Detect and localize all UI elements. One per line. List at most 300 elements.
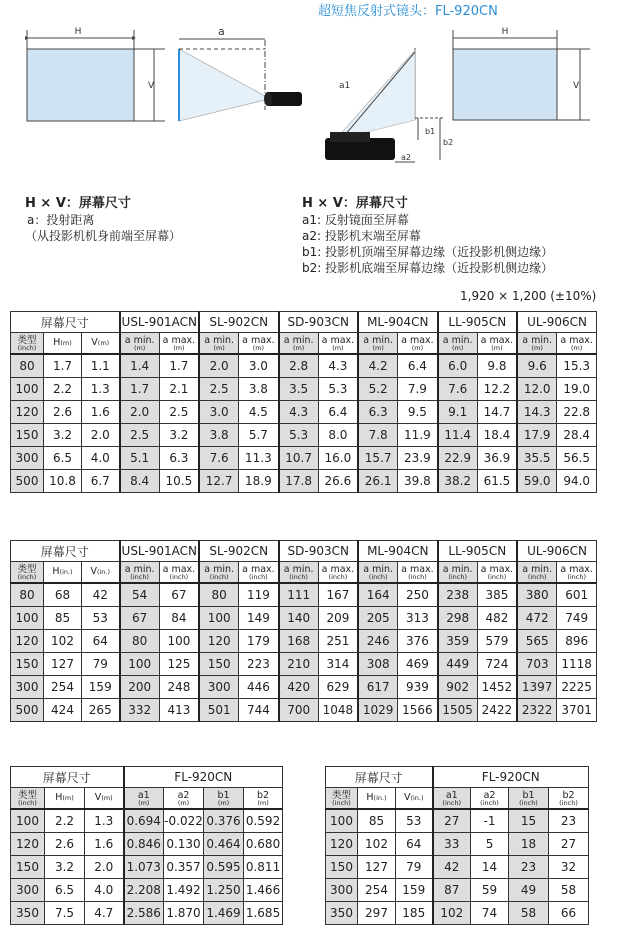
value-cell: 238: [438, 583, 478, 607]
col-unit: (m): [570, 343, 583, 352]
col-label: a2: [177, 789, 190, 801]
value-cell: 14.7: [477, 401, 517, 424]
value-cell: 74: [471, 902, 509, 925]
col-header: [244, 788, 283, 810]
screen-size-header: 屏幕尺寸: [11, 312, 120, 333]
value-cell: 58: [509, 902, 549, 925]
value-cell: 33: [433, 833, 471, 856]
h-cell: 85: [44, 607, 82, 630]
value-cell: 3.0: [239, 354, 279, 378]
col-unit: (m): [292, 343, 305, 352]
value-cell: 469: [398, 653, 438, 676]
value-cell: 0.464: [204, 833, 244, 856]
col-unit: (inch): [408, 572, 427, 581]
value-cell: 0.595: [204, 856, 244, 879]
value-cell: 300: [199, 676, 239, 699]
col-unit: (m): [257, 798, 269, 807]
value-cell: 23: [509, 856, 549, 879]
type-cell: 100: [11, 809, 45, 833]
amin-header: [199, 562, 239, 584]
value-cell: 332: [120, 699, 160, 722]
col-unit: (inch): [17, 343, 37, 352]
value-cell: 18.4: [477, 424, 517, 447]
table-row: [326, 902, 589, 925]
col-unit: (inch): [169, 572, 189, 581]
col-label: a min.: [283, 563, 314, 575]
h-cell: 424: [44, 699, 82, 722]
v-cell: 1.3: [85, 809, 124, 833]
value-cell: 246: [358, 630, 398, 653]
b1-label: b1: [425, 127, 436, 136]
value-cell: 80: [199, 583, 239, 607]
value-cell: 313: [398, 607, 438, 630]
col-unit: (m): [252, 343, 265, 352]
table-row: [326, 833, 589, 856]
value-cell: 617: [358, 676, 398, 699]
value-cell: 2.5: [159, 401, 199, 424]
col-unit: (m): [60, 339, 72, 347]
col-label: a max.: [560, 334, 593, 346]
v-cell: 79: [82, 653, 120, 676]
screen-size-header: 屏幕尺寸: [11, 767, 124, 788]
value-cell: 35.5: [517, 447, 557, 470]
amin-header: [358, 562, 398, 584]
col-unit: (inch): [17, 572, 37, 581]
v-cell: 4.7: [85, 902, 124, 925]
table-row: [11, 583, 597, 607]
value-cell: 2.0: [120, 401, 160, 424]
value-cell: 5.3: [279, 424, 319, 447]
col-label: a1: [137, 789, 150, 801]
col-unit: (in.): [410, 794, 424, 802]
value-cell: 385: [477, 583, 517, 607]
value-cell: 140: [279, 607, 319, 630]
value-cell: 413: [159, 699, 199, 722]
amin-header: [358, 333, 398, 355]
value-cell: 18.9: [239, 470, 279, 493]
col-unit: (inch): [368, 572, 388, 581]
col-header: [549, 788, 589, 810]
value-cell: 251: [318, 630, 358, 653]
col-label: b1: [217, 789, 230, 801]
h-cell: 2.6: [44, 401, 82, 424]
right-legend-title: H × V：屏幕尺寸: [302, 196, 408, 211]
amin-header: [438, 333, 478, 355]
value-cell: 3.0: [199, 401, 239, 424]
value-cell: 56.5: [557, 447, 597, 470]
lens-header: USL-901ACN: [120, 312, 200, 333]
fl-table-inches: [325, 766, 589, 925]
short-throw-diagram: [315, 20, 615, 170]
h-cell: 6.5: [45, 879, 85, 902]
amax-header: [239, 562, 279, 584]
value-cell: 6.4: [318, 401, 358, 424]
value-cell: 1.7: [159, 354, 199, 378]
type-cell: 100: [11, 378, 44, 401]
col-label: a max.: [321, 563, 355, 575]
value-cell: 15.3: [557, 354, 597, 378]
value-cell: 2.1: [159, 378, 199, 401]
value-cell: 111: [279, 583, 319, 607]
value-cell: 168: [279, 630, 319, 653]
amax-header: [318, 562, 358, 584]
type-cell: 80: [11, 354, 44, 378]
value-cell: 84: [159, 607, 199, 630]
type-header: [11, 788, 45, 810]
type-cell: 300: [11, 676, 44, 699]
value-cell: 6.3: [159, 447, 199, 470]
value-cell: 27: [433, 809, 471, 833]
lens-header: ML-904CN: [358, 312, 438, 333]
col-unit: (m): [173, 343, 185, 352]
value-cell: 7.9: [398, 378, 438, 401]
table-row: [11, 833, 283, 856]
col-unit: (inch): [442, 798, 462, 807]
col-unit: (inch): [567, 572, 587, 581]
right-legend-line: b2: 投影机底端至屏幕边缘（近投影机侧边缘）: [302, 261, 554, 275]
value-cell: -1: [471, 809, 509, 833]
amax-header: [477, 562, 517, 584]
table-row: [11, 653, 597, 676]
value-cell: 6.4: [398, 354, 438, 378]
h-cell: 3.2: [45, 856, 85, 879]
col-label: a min.: [204, 563, 235, 575]
type-cell: 150: [11, 424, 44, 447]
value-cell: 210: [279, 653, 319, 676]
lens-header: SD-903CN: [279, 312, 359, 333]
value-cell: 38.2: [438, 470, 478, 493]
value-cell: 9.8: [477, 354, 517, 378]
type-cell: 80: [11, 583, 44, 607]
type-cell: 120: [326, 833, 358, 856]
col-label: a max.: [242, 563, 275, 575]
v-cell: 159: [82, 676, 120, 699]
value-cell: 100: [120, 653, 160, 676]
table-row: [11, 470, 597, 493]
a2-label: a2: [401, 153, 411, 162]
table-row: [11, 607, 597, 630]
value-cell: 200: [120, 676, 160, 699]
col-unit: (inch): [18, 798, 37, 807]
value-cell: 11.3: [239, 447, 279, 470]
v-cell: 53: [82, 607, 120, 630]
value-cell: 12.0: [517, 378, 557, 401]
value-cell: 420: [279, 676, 319, 699]
type-header: [11, 562, 44, 584]
value-cell: 149: [239, 607, 279, 630]
col-label: H: [55, 792, 63, 803]
lens-header: ML-904CN: [358, 541, 438, 562]
value-cell: 0.811: [244, 856, 283, 879]
value-cell: 2422: [477, 699, 517, 722]
value-cell: 749: [557, 607, 597, 630]
value-cell: 119: [239, 583, 279, 607]
h-cell: 2.2: [45, 809, 85, 833]
value-cell: 9.6: [517, 354, 557, 378]
left-legend-line: （从投影机机身前端至屏幕）: [25, 229, 182, 243]
value-cell: 150: [199, 653, 239, 676]
table-row: [326, 856, 589, 879]
value-cell: 359: [438, 630, 478, 653]
amin-header: [279, 333, 319, 355]
type-cell: 150: [11, 653, 44, 676]
value-cell: 100: [159, 630, 199, 653]
value-cell: 7.8: [358, 424, 398, 447]
col-label: a min.: [363, 334, 394, 346]
v-cell: 64: [396, 833, 433, 856]
type-cell: 120: [11, 401, 44, 424]
value-cell: 380: [517, 583, 557, 607]
v-label-2: V: [573, 81, 580, 91]
col-header: [509, 788, 549, 810]
type-cell: 500: [11, 699, 44, 722]
col-unit: (inch): [209, 572, 229, 581]
value-cell: 1048: [318, 699, 358, 722]
table-row: [11, 879, 283, 902]
col-label: H: [53, 337, 61, 348]
lens-header: UL-906CN: [517, 312, 597, 333]
col-label: a min.: [283, 334, 314, 346]
h-header: [45, 788, 85, 810]
value-cell: 601: [557, 583, 597, 607]
col-label: V: [403, 792, 411, 803]
col-label: 类型: [17, 563, 37, 575]
col-label: a min.: [522, 563, 553, 575]
right-legend-line: a2: 投影机末端至屏幕: [302, 229, 421, 243]
value-cell: 223: [239, 653, 279, 676]
col-label: a min.: [442, 334, 473, 346]
lens-header: USL-901ACN: [120, 541, 200, 562]
col-unit: (inch): [527, 572, 547, 581]
resolution-note: 1,920 × 1,200 (±10%): [460, 289, 597, 303]
v-cell: 4.0: [82, 447, 120, 470]
value-cell: 17.8: [279, 470, 319, 493]
value-cell: 17.9: [517, 424, 557, 447]
value-cell: 23: [549, 809, 589, 833]
value-cell: 308: [358, 653, 398, 676]
lens-header: LL-905CN: [438, 541, 518, 562]
value-cell: 565: [517, 630, 557, 653]
col-label: a max.: [560, 563, 593, 575]
value-cell: 26.6: [318, 470, 358, 493]
type-cell: 100: [326, 809, 358, 833]
v-cell: 79: [396, 856, 433, 879]
col-unit: (m): [101, 794, 113, 802]
col-unit: (m): [133, 343, 146, 352]
value-cell: 179: [239, 630, 279, 653]
col-header: [204, 788, 244, 810]
h-cell: 85: [358, 809, 396, 833]
col-unit: (inch): [519, 798, 538, 807]
value-cell: 700: [279, 699, 319, 722]
value-cell: 10.5: [159, 470, 199, 493]
h-cell: 254: [358, 879, 396, 902]
amax-header: [398, 333, 438, 355]
value-cell: 3701: [557, 699, 597, 722]
throw-distance-diagram: [20, 20, 310, 135]
screen-size-header: 屏幕尺寸: [11, 541, 120, 562]
value-cell: 1452: [477, 676, 517, 699]
value-cell: 5.7: [239, 424, 279, 447]
col-label: b2: [256, 789, 270, 801]
type-cell: 120: [11, 630, 44, 653]
col-label: V: [91, 337, 98, 348]
col-unit: (in.): [373, 794, 387, 802]
value-cell: 4.3: [279, 401, 319, 424]
a1-label: a1: [339, 81, 351, 91]
value-cell: 66: [549, 902, 589, 925]
h-cell: 297: [358, 902, 396, 925]
value-cell: 2.5: [199, 378, 239, 401]
amin-header: [199, 333, 239, 355]
value-cell: 1566: [398, 699, 438, 722]
amin-header: [120, 333, 160, 355]
value-cell: 5: [471, 833, 509, 856]
amin-header: [517, 562, 557, 584]
value-cell: 42: [433, 856, 471, 879]
col-label: 类型: [17, 334, 37, 346]
h-cell: 10.8: [44, 470, 82, 493]
fl-title: 超短焦反射式镜头：FL-920CN: [318, 4, 498, 19]
col-unit: (m): [411, 343, 424, 352]
table-row: [11, 856, 283, 879]
value-cell: 3.2: [159, 424, 199, 447]
amin-header: [438, 562, 478, 584]
value-cell: 0.130: [164, 833, 204, 856]
v-cell: 185: [396, 902, 433, 925]
value-cell: 2225: [557, 676, 597, 699]
col-unit: (m): [177, 798, 190, 807]
type-cell: 300: [326, 879, 358, 902]
table-row: [11, 699, 597, 722]
amax-header: [159, 333, 199, 355]
col-unit: (m): [372, 343, 384, 352]
value-cell: 2.586: [124, 902, 164, 925]
v-cell: 1.1: [82, 354, 120, 378]
type-cell: 350: [11, 902, 45, 925]
table-row: [11, 378, 597, 401]
value-cell: 4.3: [318, 354, 358, 378]
value-cell: 2.0: [199, 354, 239, 378]
throw-table-inches: [10, 540, 597, 722]
amin-header: [517, 333, 557, 355]
v-cell: 2.0: [82, 424, 120, 447]
col-unit: (inch): [328, 572, 348, 581]
value-cell: 8.4: [120, 470, 160, 493]
table-row: [326, 809, 589, 833]
col-label: 类型: [17, 789, 37, 801]
lens-header: UL-906CN: [517, 541, 597, 562]
value-cell: 896: [557, 630, 597, 653]
col-label: a1: [445, 789, 458, 801]
value-cell: 1.492: [164, 879, 204, 902]
value-cell: 100: [199, 607, 239, 630]
value-cell: 36.9: [477, 447, 517, 470]
right-legend-line: b1: 投影机顶端至屏幕边缘（近投影机侧边缘）: [302, 245, 554, 259]
value-cell: 902: [438, 676, 478, 699]
col-label: b1: [522, 789, 535, 801]
value-cell: 1.7: [120, 378, 160, 401]
type-cell: 120: [11, 833, 45, 856]
value-cell: 12.7: [199, 470, 239, 493]
value-cell: 0.694: [124, 809, 164, 833]
value-cell: 1029: [358, 699, 398, 722]
col-unit: (inch): [559, 798, 578, 807]
h-cell: 2.2: [44, 378, 82, 401]
col-unit: (m): [138, 798, 150, 807]
value-cell: 14: [471, 856, 509, 879]
value-cell: 724: [477, 653, 517, 676]
h-cell: 2.6: [45, 833, 85, 856]
col-header: [124, 788, 164, 810]
value-cell: 1.250: [204, 879, 244, 902]
lens-header: LL-905CN: [438, 312, 518, 333]
v-header: [82, 333, 120, 355]
value-cell: 1118: [557, 653, 597, 676]
value-cell: 23.9: [398, 447, 438, 470]
amax-header: [477, 333, 517, 355]
h-cell: 6.5: [44, 447, 82, 470]
h-header: [44, 562, 82, 584]
value-cell: 314: [318, 653, 358, 676]
h-label: H: [74, 27, 82, 37]
value-cell: 18: [509, 833, 549, 856]
left-legend-line: a：投射距离: [27, 213, 95, 227]
v-cell: 1.6: [85, 833, 124, 856]
col-unit: (m): [531, 343, 543, 352]
v-cell: 6.7: [82, 470, 120, 493]
type-cell: 350: [326, 902, 358, 925]
screen-shape: [27, 49, 134, 121]
v-label: V: [148, 81, 155, 91]
lens-header: FL-920CN: [124, 767, 283, 788]
h-header: [358, 788, 396, 810]
col-label: a min.: [363, 563, 394, 575]
v-cell: 64: [82, 630, 120, 653]
col-unit: (in.): [96, 568, 111, 576]
value-cell: 49: [509, 879, 549, 902]
h-header: [44, 333, 82, 355]
value-cell: 3.8: [239, 378, 279, 401]
table-row: [11, 809, 283, 833]
amax-header: [557, 562, 597, 584]
col-label: V: [90, 566, 97, 577]
h-cell: 3.2: [44, 424, 82, 447]
type-header: [326, 788, 358, 810]
value-cell: 120: [199, 630, 239, 653]
col-unit: (in.): [59, 568, 73, 576]
table-row: [11, 424, 597, 447]
value-cell: 22.9: [438, 447, 478, 470]
value-cell: 28.4: [557, 424, 597, 447]
value-cell: 205: [358, 607, 398, 630]
v-cell: 1.3: [82, 378, 120, 401]
value-cell: 376: [398, 630, 438, 653]
value-cell: 0.376: [204, 809, 244, 833]
h-cell: 127: [44, 653, 82, 676]
v-cell: 2.0: [85, 856, 124, 879]
col-label: 类型: [331, 789, 351, 801]
value-cell: 9.5: [398, 401, 438, 424]
value-cell: 629: [318, 676, 358, 699]
col-label: a min.: [124, 563, 155, 575]
col-label: a max.: [401, 563, 434, 575]
value-cell: 54: [120, 583, 160, 607]
type-cell: 150: [326, 856, 358, 879]
value-cell: 11.4: [438, 424, 478, 447]
value-cell: 3.5: [279, 378, 319, 401]
col-label: a max.: [401, 334, 434, 346]
